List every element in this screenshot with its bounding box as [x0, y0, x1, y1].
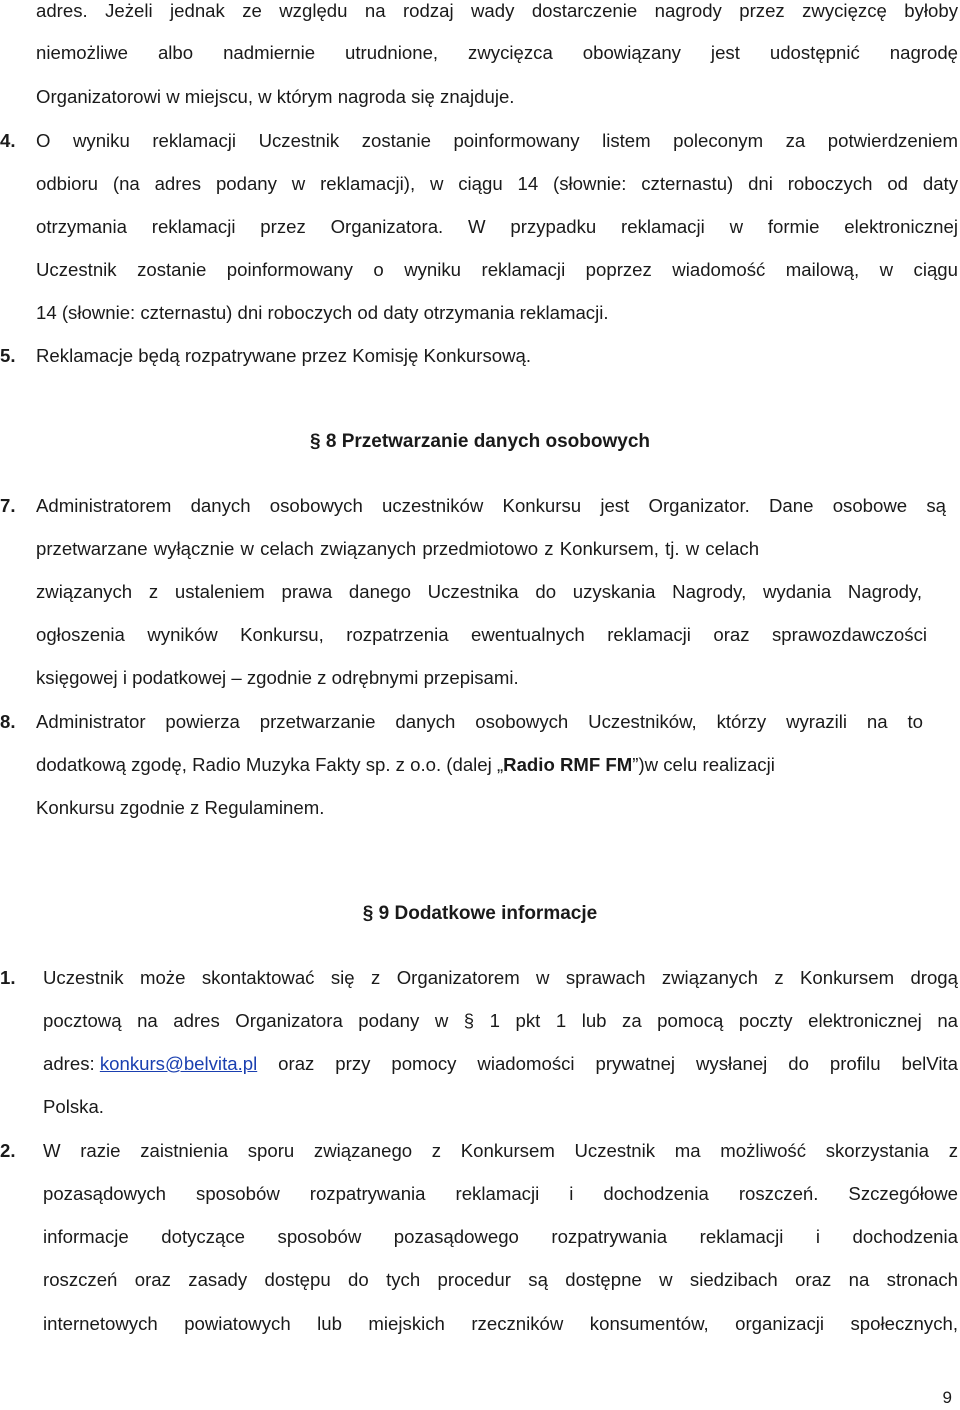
paragraph-line: Konkursu zgodnie z Regulaminem. — [36, 797, 325, 818]
paragraph-line: Reklamacje będą rozpatrywane przez Komisję Konkursową. — [36, 345, 532, 366]
paragraph-line: roszczeń oraz zasady dostępu do tych procedur są dostępne w siedzibach oraz na stronach — [43, 1269, 958, 1290]
paragraph-line: pozasądowych sposobów rozpatrywania reklamacji i dochodzenia roszczeń. Szczegółowe — [43, 1183, 958, 1204]
section-heading-text: § 9 Dodatkowe informacje — [362, 903, 598, 924]
paragraph-line: 14 (słownie: czternastu) dni roboczych od daty otrzymania reklamacji. — [36, 302, 609, 323]
paragraph-line — [36, 538, 759, 560]
paragraph-line: związanych z ustaleniem prawa danego Uczestnika do uzyskania Nagrody, wydania Nagrody, — [36, 581, 922, 602]
section-heading — [0, 903, 960, 925]
paragraph-line: ogłoszenia wyników Konkursu, rozpatrzenia ewentualnych reklamacji oraz sprawozdawczości — [36, 624, 927, 645]
paragraph-line: informacje dotyczące sposobów pozasądowego rozpatrywania reklamacji i dochodzenia — [43, 1226, 958, 1247]
paragraph-line: Uczestnik zostanie poinformowany o wyniku reklamacji poprzez wiadomość mailową, w ciągu — [36, 259, 958, 280]
paragraph-line: otrzymania reklamacji przez Organizatora. W przypadku reklamacji w formie elektronicznej — [36, 216, 958, 237]
paragraph-line: Polska. — [43, 1096, 104, 1117]
paragraph-line: Uczestnik może skontaktować się z Organizatorem w sprawach związanych z Konkursem drogą — [43, 967, 958, 988]
email-link[interactable]: konkurs@belvita.pl — [99, 1053, 258, 1074]
paragraph-line: księgowej i podatkowej – zgodnie z odrębnymi przepisami. — [36, 667, 519, 688]
list-number: 1. — [0, 967, 16, 988]
list-number: 8. — [0, 711, 16, 732]
list-number: 7. — [0, 495, 16, 516]
list-number: 2. — [0, 1140, 16, 1161]
paragraph-line: O wyniku reklamacji Uczestnik zostanie poinformowany listem poleconym za potwierdzeniem — [36, 130, 958, 151]
paragraph-line: Administrator powierza przetwarzanie danych osobowych Uczestników, którzy wyrazili na to — [36, 711, 923, 732]
section-heading — [0, 431, 960, 453]
paragraph-line-text: przetwarzane wyłącznie w celach związanych przedmiotowo z Konkursem, tj. w celach — [36, 538, 760, 559]
paragraph-line-text: dodatkową zgodę, Radio Muzyka Fakty sp. z o.o. (dalej „ — [36, 754, 504, 775]
paragraph-line — [36, 754, 775, 776]
list-number: 4. — [0, 130, 16, 151]
paragraph-line — [43, 1053, 958, 1075]
paragraph-line: internetowych powiatowych lub miejskich rzeczników konsumentów, organizacji społecznych, — [43, 1313, 958, 1334]
section-heading-text: § 8 Przetwarzanie danych osobowych — [310, 431, 650, 452]
paragraph-line: W razie zaistnienia sporu związanego z Konkursem Uczestnik ma możliwość skorzystania z — [43, 1140, 958, 1161]
page-number: 9 — [942, 1388, 952, 1407]
bold-term: Radio RMF FM — [503, 754, 633, 775]
paragraph-line-text: oraz przy pomocy wiadomości prywatnej wysłanej do profilu belVita — [257, 1053, 958, 1074]
paragraph-line: niemożliwe albo nadmiernie utrudnione, zwycięzca obowiązany jest udostępnić nagrodę — [36, 42, 958, 63]
paragraph-line: Administratorem danych osobowych uczestników Konkursu jest Organizator. Dane osobowe są — [36, 495, 946, 516]
paragraph-line: odbioru (na adres podany w reklamacji), w ciągu 14 (słownie: czternastu) dni roboczych od daty — [36, 173, 958, 194]
paragraph-line: pocztową na adres Organizatora podany w § 1 pkt 1 lub za pomocą poczty elektronicznej na — [43, 1010, 958, 1031]
paragraph-line: adres. Jeżeli jednak ze względu na rodzaj wady dostarczenie nagrody przez zwycięzcę byłoby — [36, 0, 958, 21]
paragraph-line: Organizatorowi w miejscu, w którym nagroda się znajduje. — [36, 86, 515, 107]
paragraph-line-text: ”)w celu realizacji — [632, 754, 775, 775]
paragraph-line-text: adres: — [43, 1053, 100, 1074]
list-number: 5. — [0, 345, 16, 366]
